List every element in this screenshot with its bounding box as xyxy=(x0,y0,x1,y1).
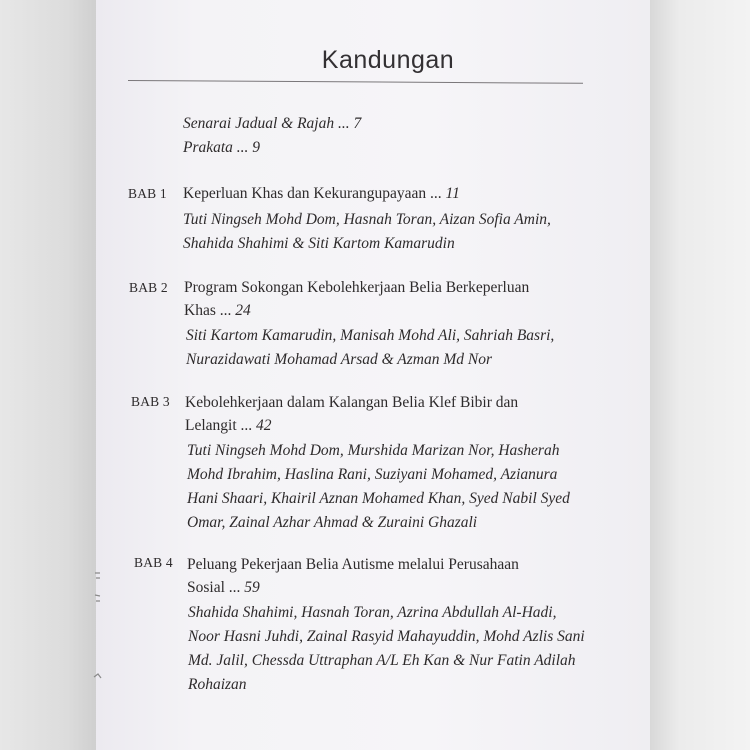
toc-entry-front: Senarai Jadual & Rajah ... 7 xyxy=(183,115,362,132)
page-number: 42 xyxy=(256,417,272,434)
chapter-authors: Mohd Ibrahim, Haslina Rani, Suziyani Mohamed, Azianura xyxy=(187,466,558,483)
chapter-label: BAB 4 xyxy=(134,555,173,570)
facing-page-marks xyxy=(86,565,102,695)
chapter-authors: Md. Jalil, Chessda Uttraphan A/L Eh Kan & Nur Fatin Adilah xyxy=(188,652,576,669)
page-number: 59 xyxy=(244,579,260,596)
chapter-authors: Nurazidawati Mohamad Arsad & Azman Md Nor xyxy=(186,351,493,368)
chapter-title: Sosial ... 59 xyxy=(187,579,260,596)
chapter-title: Peluang Pekerjaan Belia Autisme melalui Perusahaan xyxy=(187,556,519,573)
background-left xyxy=(0,0,96,750)
chapter-authors: Tuti Ningseh Mohd Dom, Murshida Marizan Nor, Hasherah xyxy=(187,442,560,459)
chapter-label: BAB 3 xyxy=(131,394,170,409)
chapter-authors: Omar, Zainal Azhar Ahmad & Zuraini Ghazali xyxy=(187,514,478,531)
chapter-authors: Tuti Ningseh Mohd Dom, Hasnah Toran, Aizan Sofia Amin, xyxy=(183,211,551,228)
background-right xyxy=(650,0,750,750)
chapter-title: Keperluan Khas dan Kekurangupayaan ... 11 xyxy=(183,185,460,202)
chapter-authors: Hani Shaari, Khairil Aznan Mohamed Khan, Syed Nabil Syed xyxy=(187,490,570,507)
chapter-authors: Rohaizan xyxy=(188,676,247,693)
chapter-label: BAB 1 xyxy=(128,186,167,201)
chapter-title: Program Sokongan Kebolehkerjaan Belia Berkeperluan xyxy=(184,279,530,296)
page-number: 11 xyxy=(445,185,460,202)
page-number: 24 xyxy=(235,302,251,319)
page-title: Kandungan xyxy=(321,46,455,74)
chapter-label: BAB 2 xyxy=(129,280,168,295)
chapter-authors: Noor Hasni Juhdi, Zainal Rasyid Mahayuddin, Mohd Azlis Sani xyxy=(188,628,585,645)
toc-entry-front: Prakata ... 9 xyxy=(183,139,261,156)
chapter-authors: Shahida Shahimi & Siti Kartom Kamarudin xyxy=(183,235,455,252)
chapter-authors: Shahida Shahimi, Hasnah Toran, Azrina Abdullah Al-Hadi, xyxy=(188,604,557,621)
chapter-title: Lelangit ... 42 xyxy=(185,417,272,434)
chapter-title: Kebolehkerjaan dalam Kalangan Belia Klef Bibir dan xyxy=(185,394,519,411)
chapter-title: Khas ... 24 xyxy=(184,302,251,319)
chapter-authors: Siti Kartom Kamarudin, Manisah Mohd Ali, Sahriah Basri, xyxy=(186,327,555,344)
